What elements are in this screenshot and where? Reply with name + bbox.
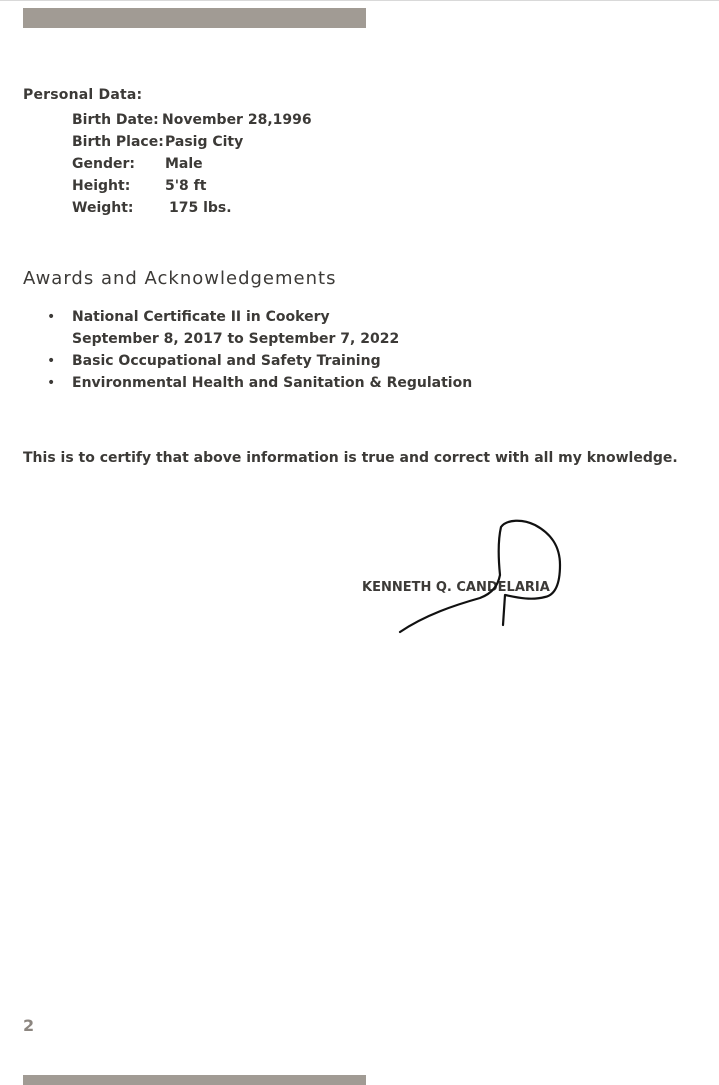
gender-row (72, 154, 203, 174)
page-top-border (0, 0, 719, 1)
certification-statement: This is to certify that above information is true and correct with all my knowledge. (23, 450, 678, 466)
weight-row (72, 198, 232, 218)
gender-label: Gender: (72, 156, 135, 172)
awards-heading: Awards and Acknowledgements (23, 268, 337, 289)
birth-place-label: Birth Place: (72, 134, 164, 150)
page-number: 2 (23, 1016, 35, 1035)
award-item-2: Basic Occupational and Safety Training (72, 353, 381, 369)
height-label: Height: (72, 178, 131, 194)
height-value: 5'8 ft (165, 178, 207, 194)
award-item-1: National Certificate II in Cookery (72, 309, 330, 325)
footer-bar (23, 1075, 366, 1085)
personal-data-heading: Personal Data: (23, 87, 143, 103)
gender-value: Male (165, 156, 203, 172)
birth-place-row (72, 132, 244, 152)
weight-label: Weight: (72, 200, 134, 216)
handwritten-signature (395, 515, 570, 635)
signer-name: KENNETH Q. CANDELARIA (362, 580, 550, 595)
bullet-icon: • (47, 353, 56, 369)
bullet-icon: • (47, 375, 56, 391)
award-item-1-validity: September 8, 2017 to September 7, 2022 (72, 331, 400, 347)
birth-date-value: November 28,1996 (162, 112, 312, 128)
birth-date-row (72, 110, 312, 130)
birth-place-value: Pasig City (165, 134, 244, 150)
bullet-icon: • (47, 309, 56, 325)
header-bar (23, 8, 366, 28)
award-item-3: Environmental Health and Sanitation & Regulation (72, 375, 473, 391)
birth-date-label: Birth Date: (72, 112, 159, 128)
weight-value: 175 lbs. (169, 200, 232, 216)
height-row (72, 176, 207, 196)
